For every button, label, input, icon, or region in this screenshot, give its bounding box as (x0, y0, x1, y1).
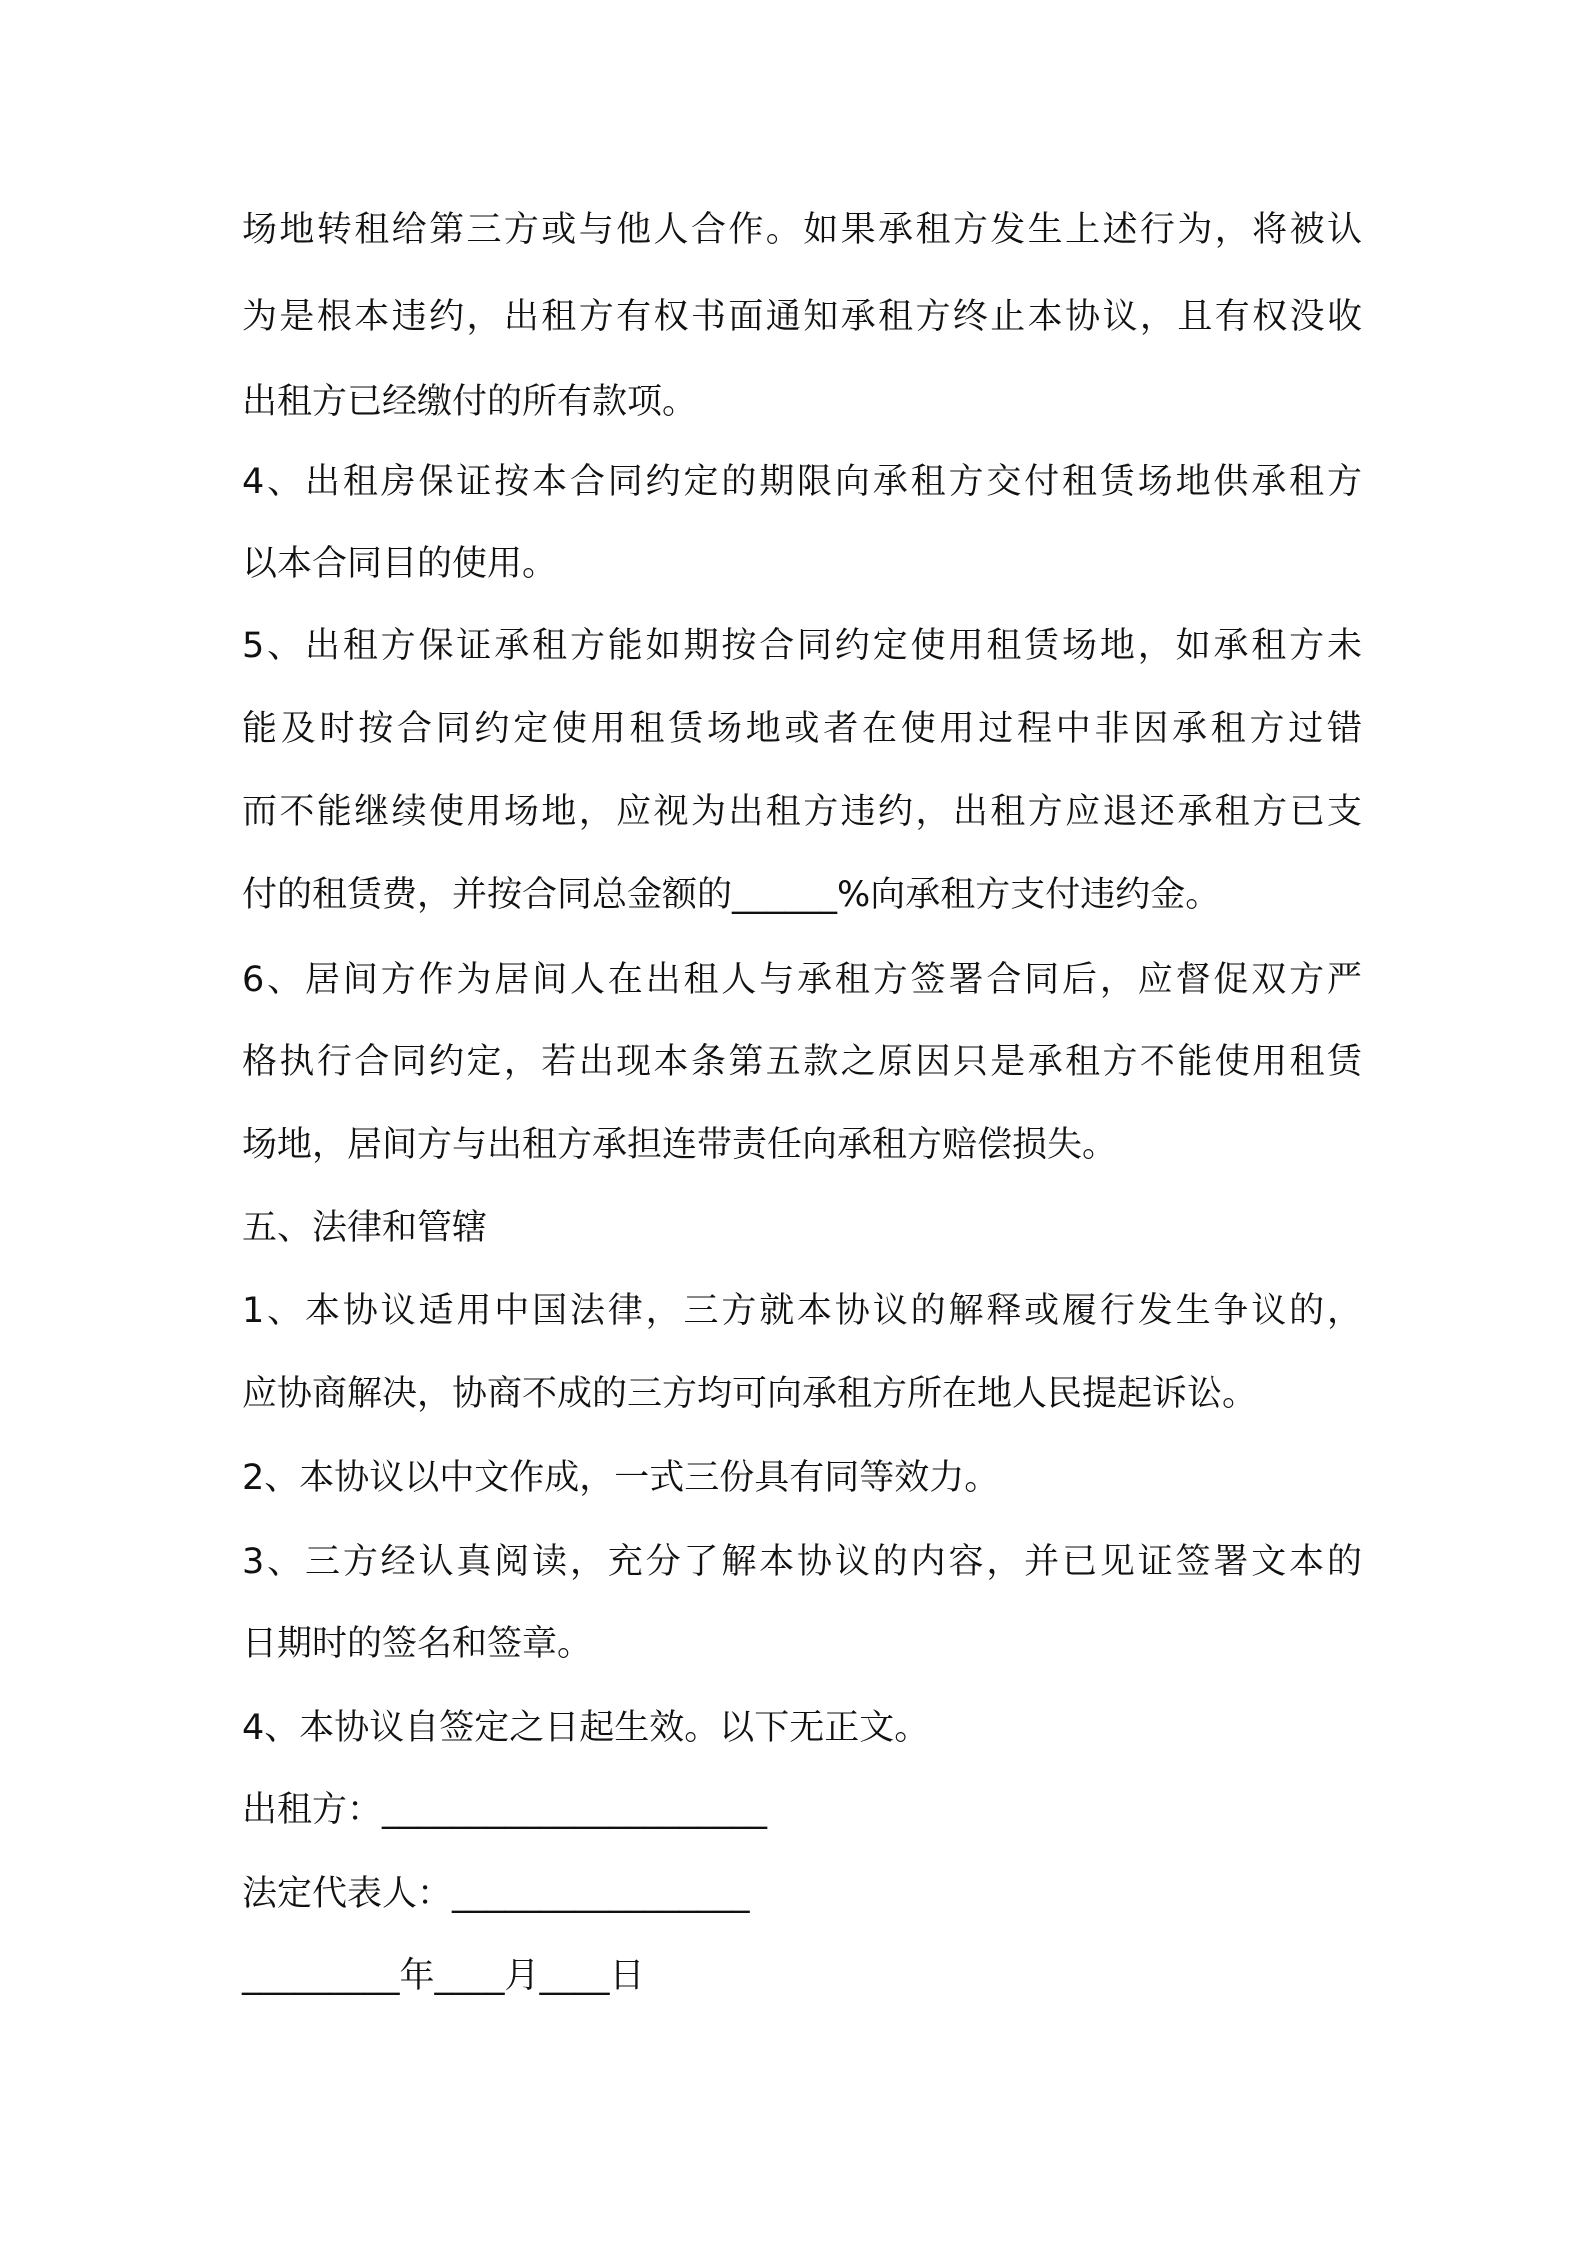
text-line: 1、本协议适用中国法律，三方就本协议的解释或履行发生争议的， (242, 1291, 1362, 1331)
text-line: 3、三方经认真阅读，充分了解本协议的内容，并已见证签署文本的 (242, 1542, 1362, 1582)
text-line: 而不能继续使用场地，应视为出租方违约，出租方应退还承租方已支 (242, 792, 1362, 832)
text-line: 场地转租给第三方或与他人合作。如果承租方发生上述行为，将被认 (242, 210, 1362, 250)
text-line: 应协商解决，协商不成的三方均可向承租方所在地人民提起诉讼。 (242, 1374, 1258, 1414)
text-line: 6、居间方作为居间人在出租人与承租方签署合同后，应督促双方严 (242, 960, 1362, 1000)
lessor-signature-line: 出租方：______________________ (242, 1790, 768, 1830)
text-line: 4、出租房保证按本合同约定的期限向承租方交付租赁场地供承租方 (242, 462, 1362, 502)
text-line: 以本合同目的使用。 (242, 544, 558, 584)
legal-representative-line: 法定代表人：_________________ (242, 1874, 750, 1914)
text-line: 2、本协议以中文作成，一式三份具有同等效力。 (242, 1458, 1000, 1498)
text-line: 付的租赁费，并按合同总金额的______%向承租方支付违约金。 (242, 875, 1221, 915)
text-line: 5、出租方保证承租方能如期按合同约定使用租赁场地，如承租方未 (242, 626, 1362, 666)
text-line: 出租方已经缴付的所有款项。 (242, 382, 698, 422)
date-line: _________年____月____日 (242, 1956, 645, 1996)
section-heading: 五、法律和管辖 (242, 1208, 488, 1248)
text-line: 格执行合同约定，若出现本条第五款之原因只是承租方不能使用租赁 (242, 1042, 1362, 1082)
text-line: 为是根本违约，出租方有权书面通知承租方终止本协议，且有权没收 (242, 297, 1362, 337)
text-line: 场地，居间方与出租方承担连带责任向承租方赔偿损失。 (242, 1125, 1118, 1165)
text-line: 能及时按合同约定使用租赁场地或者在使用过程中非因承租方过错 (242, 709, 1362, 749)
text-line: 日期时的签名和签章。 (242, 1624, 593, 1664)
text-line: 4、本协议自签定之日起生效。以下无正文。 (242, 1708, 930, 1748)
